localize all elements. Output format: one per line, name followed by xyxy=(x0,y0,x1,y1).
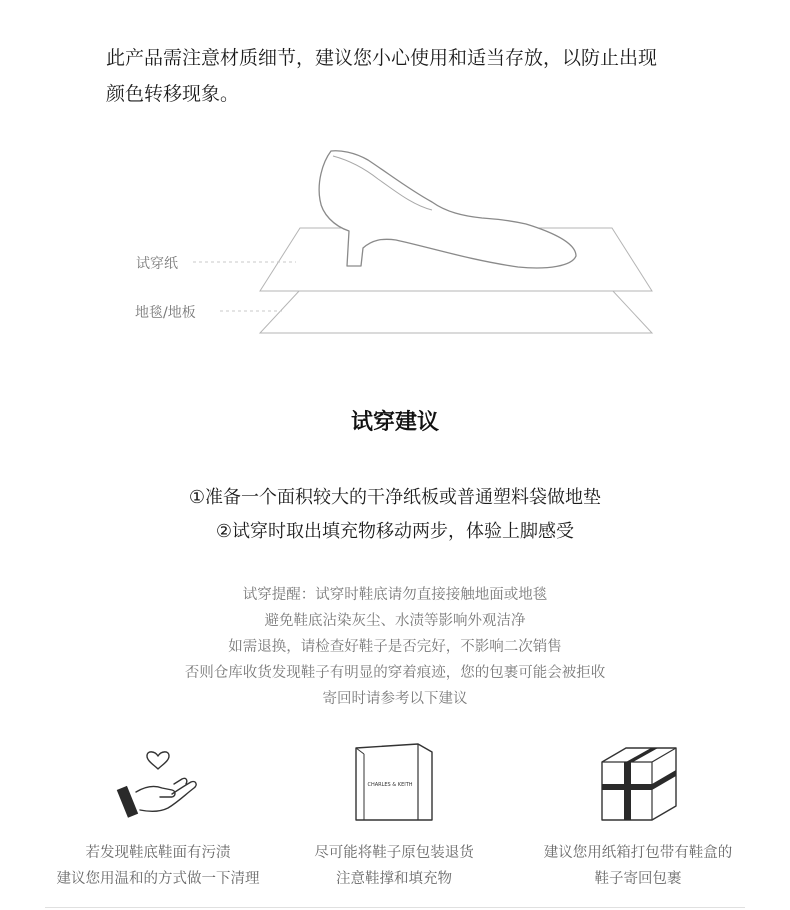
tip-clean-line-1: 若发现鞋底鞋面有污渍 xyxy=(85,845,231,861)
tip-carton-caption xyxy=(518,840,758,892)
trial-reminder xyxy=(0,582,790,712)
tip-clean-line-2: 建议您用温和的方式做一下清理 xyxy=(56,871,260,887)
reminder-line-5: 寄回时请参考以下建议 xyxy=(322,691,468,707)
notice-line-2: 颜色转移现象。 xyxy=(106,83,240,105)
carpet-plane xyxy=(260,290,652,333)
tip-original-box-line-1: 尽可能将鞋子原包装退货 xyxy=(314,845,474,861)
notice-text xyxy=(106,40,706,112)
reminder-line-3: 如需退换，请检查好鞋子是否完好，不影响二次销售 xyxy=(228,639,562,655)
high-heel-shoe xyxy=(319,151,576,268)
hand-heart-icon xyxy=(116,742,202,822)
step-item-1: ①准备一个面积较大的干净纸板或普通塑料袋做地垫 xyxy=(188,487,602,508)
shoebox-brand-text: CHARLES & KEITH xyxy=(367,782,413,788)
reminder-line-4: 否则仓库收货发现鞋子有明显的穿着痕迹，您的包裹可能会被拒收 xyxy=(184,665,606,681)
tip-carton-line-2: 鞋子寄回包裹 xyxy=(594,871,682,887)
tip-original-box-line-2: 注意鞋撑和填充物 xyxy=(336,871,452,887)
bottom-divider xyxy=(45,907,745,908)
shoe-on-paper-illustration xyxy=(0,140,790,350)
section-title: 试穿建议 xyxy=(350,410,439,435)
shoebox-icon xyxy=(352,742,438,824)
reminder-line-1: 试穿提醒：试穿时鞋底请勿直接接触地面或地毯 xyxy=(242,587,548,603)
tip-carton-line-1: 建议您用纸箱打包带有鞋盒的 xyxy=(543,845,733,861)
tip-original-box-caption xyxy=(274,840,514,892)
label-try-paper: 试穿纸 xyxy=(136,256,178,272)
notice-line-1: 此产品需注意材质细节，建议您小心使用和适当存放，以防止出现 xyxy=(106,47,658,69)
taped-box-icon xyxy=(596,742,682,824)
label-carpet-floor: 地毯/地板 xyxy=(135,305,196,321)
step-item-2: ②试穿时取出填充物移动两步，体验上脚感受 xyxy=(215,521,575,542)
tip-clean-caption xyxy=(38,840,278,892)
reminder-line-2: 避免鞋底沾染灰尘、水渍等影响外观洁净 xyxy=(264,613,526,629)
trial-steps xyxy=(0,481,790,549)
